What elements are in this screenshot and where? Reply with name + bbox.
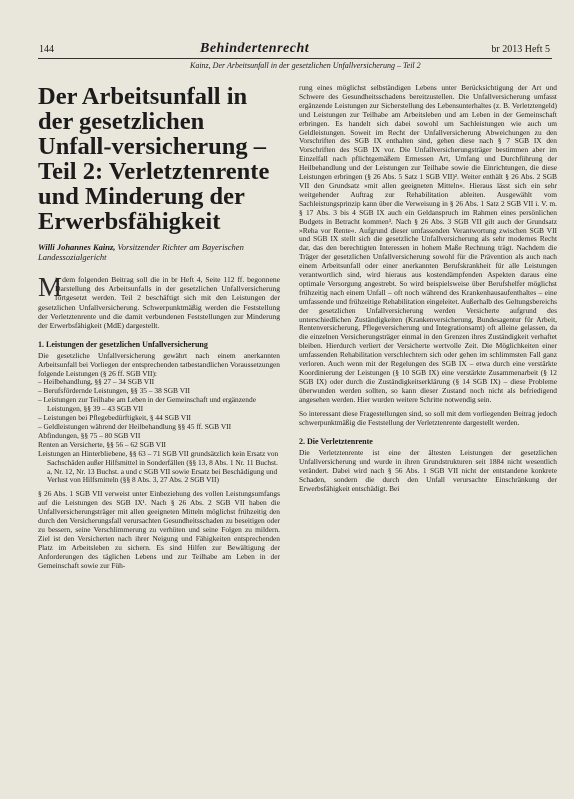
- right-paragraph-2: So interessant diese Fragestellungen sind, so soll mit dem vorliegenden Beitrag jedoch schwerpunktmäßig die Feststellung der Verletztenrente dargestellt werden.: [299, 408, 557, 427]
- list-item: Abfindungen, §§ 75 – 80 SGB VII: [38, 430, 141, 440]
- benefits-list: [38, 378, 280, 485]
- article-title: Der Arbeitsunfall in der gesetzlichen Unfall-versicherung – Teil 2: Verletztenrente und Minderung der Erwerbsfähigkeit: [38, 83, 270, 235]
- author-role: Vorsitzender Richter am Bayerischen Landessozialgericht: [38, 242, 244, 262]
- author-name: Willi Johannes Kainz,: [38, 242, 116, 252]
- list-item: – Heilbehandlung, §§ 27 – 34 SGB VII: [38, 377, 155, 387]
- list-item: – Berufsfördernde Leistungen, §§ 35 – 38 SGB VII: [38, 386, 190, 396]
- list-item: Renten an Versicherte, §§ 56 – 62 SGB VII: [38, 439, 167, 449]
- drop-cap: M: [38, 272, 63, 302]
- section-heading-2: 2. Die Verletztenrente: [299, 437, 373, 447]
- list-item: Leistungen an Hinterbliebene, §§ 63 – 71 SGB VII grundsätzlich kein Ersatz von Sachschäden außer Hilfsmittel in Sonderfällen (§§ 13, 8 Abs. 1 Nr. 11 Buchst. a, Nr. 12, Nr. 13 Buchst. a und c SGB VII sowie Ersatz bei Beschädigung und Verlust von Hilfsmitteln (§§ 8 Abs. 3, 27 Abs. 2 SGB VII): [38, 448, 279, 485]
- section1-paragraph: § 26 Abs. 1 SGB VII verweist unter Einbeziehung des vollen Leistungsumfangs auf die Leistungen des SGB IX¹. Nach § 26 Abs. 2 SGB VII haben die Unfallversicherungsträger mit allen geeigneten Mitteln möglichst frühzeitig den durch den Versicherungsfall verursachten Gesundheitsschaden zu beseitigen oder zu bessern, seine Verschlimmerung zu verhüten und seine Folgen zu mildern. Ziel ist den Versicherten nach ihrer Neigung und Fähigkeiten entsprechenden Platz im Arbeitsleben zu sichern. Es sind Hilfen zur Bewältigung der Anforderungen des täglichen Lebens und zur Teilhabe am Leben in der Gemeinschaft sowie zur Füh-: [38, 489, 280, 570]
- right-paragraph-1: rung eines möglichst selbständigen Lebens unter Berücksichtigung der Art und Schwere des Gesundheitsschadens bereitzustellen. Die Unfallversicherung umfasst ergänzende Leistungen zur Sicherstellung des Lebensunterhaltes (z. B. Verletztengeld) und Leistungen zur Teilhabe am Arbeitsleben und am Leben in der Gemeinschaft erbringen. Es handelt sich dabei sowohl um Sachleistungen wie auch um Geldleistungen. Soweit im Recht der Unfallversicherung Abweichungen zu den Vorschriften des SGB IX enthalten sind, gehen diese nach § 7 SGB IX den Vorschriften des SGB IX vor. Die Unfallversicherungsträger bestimmen aber im Einzelfall nach pflichtgemäßem Ermessen Art, Umfang und Durchführung der Heilbehandlung und der Leistungen zur Teilhabe sowie die Einrichtungen, die diese Leistungen erbringen (§ 26 Abs. 5 Satz 1 SGB VII)². Weiter enthält § 26 Abs. 2 SGB VII den Grundsatz »mit allen geeigneten Mitteln«. Hieraus lässt sich ein sehr weitgehender Auftrag zur Rehabilitation ableiten. Ausgewählt vom Sachleistungsprinzip kann über die Verweisung in § 26 Abs. 1 Satz 2 SGB VII i. V. m. § 17 Abs. 3 bis 4 SGB IX auch ein Geldanspruch im Rahmen eines persönlichen Budgets in Betracht kommen³. Nach § 26 Abs. 3 SGB VII gilt auch der Grundsatz »Reha vor Rente«. Aufgrund dieser umfassenden Verantwortung zwischen SGB VII und SGB IX stellt sich die gesetzliche Unfallversicherung als sehr modernes Recht dar, das den berechtigten Interessen in hohem Maße Rechnung trägt. Nachdem die Träger der gesetzlichen Unfallversicherung sowohl für die Prävention als auch nach einem Arbeitsunfall oder einer anerkannten Berufskrankheit für alle Leistungen verantwortlich sind, wird hieraus aus kostendämpfenden Aspekten daraus eine optimale Versorgung angestrebt. So wird beispielsweise über Berufshelfer möglichst frühzeitig nach einem Unfall – oft noch während des Krankenhausaufenthaltes – eine umfassende und frühzeitige Rehabilitation eingeleitet. Außerhalb des Geltungsbereichs der gesetzlichen Unfallversicherung werden Versicherte aufgrund des unterschiedlichen Zuständigkeiten (Krankenversicherung, Bundesagentur für Arbeit, Rentenversicherung, Pflegeversicherung und Integrationsamt) oft alleine gelassen, da die einzelnen Versicherungsträger einmal in den Grenzen ihres Zuständigkeit verhaftet bleiben. Hierdurch verliert der Versicherte wertvolle Zeit. Die Möglichkeiten einer umfassenden Rehabilitation verschlechtern sich oder gehen im schlimmsten Fall ganz verloren. Auch wenn mit der Regelungen des SGB IX – etwa durch eine verstärkte Koordinierung der Leistungen (§ 10 SGB IX) eine verstärkte Zusammenarbeit (§ 12 SGB IX) oder durch die Zuständigkeitserklärung (§ 14 SGB IX) – diese Probleme überwunden werden sollten, so kann dieser Zustand noch nicht als befriedigend angesehen werden. Hier wurden weitere Schritte notwendig sein.: [299, 83, 557, 404]
- header-rule: [38, 58, 552, 59]
- section-heading-1: 1. Leistungen der gesetzlichen Unfallversicherung: [38, 340, 208, 350]
- right-column: [299, 84, 557, 493]
- intro-text: it dem folgenden Beitrag soll die in br Heft 4, Seite 112 ff. begonnene Darstellung des Arbeitsunfalls in der gesetzlichen Unfallversicherung fortgesetzt werden. Teil 2 beschäftigt sich mit den Leistungen der gesetzlichen Unfallversicherung. Schwerpunktmäßig werden die Feststellung der Verletztenrente und die damit verbundenen Feststellungen zur Minderung der Erwerbsfähigkeit (MdE) dargestellt.: [38, 275, 280, 331]
- issue-label: br 2013 Heft 5: [491, 44, 550, 55]
- journal-title: Behindertenrecht: [200, 41, 310, 56]
- section1-lead: Die gesetzliche Unfallversicherung gewährt nach einem anerkannten Arbeitsunfall bei Vorliegen der entsprechenden tatbestandlichen Voraussetzungen folgende Leistungen (§ 26 ff. SGB VII):: [38, 350, 280, 378]
- left-column: [38, 84, 280, 570]
- running-title: Kainz, Der Arbeitsunfall in der gesetzlichen Unfallversicherung – Teil 2: [190, 61, 421, 70]
- list-item: – Geldleistungen während der Heilbehandlung §§ 45 ff. SGB VII: [38, 421, 232, 431]
- page-number: 144: [39, 44, 54, 55]
- right-paragraph-3: Die Verletztenrente ist eine der ältesten Leistungen der gesetzlichen Unfallversicherung und wurde in ihren Grundstrukturen seit 1884 nicht wesentlich verändert. Dabei wird nach § 56 Abs. 1 SGB VII nicht der entstandene konkrete Schaden, sondern die durch den Unfall verursachte Einschränkung der Erwerbsfähigkeit entschädigt. Bei: [299, 447, 557, 493]
- author-line: [38, 242, 280, 262]
- intro-paragraph: [38, 272, 280, 331]
- list-item: – Leistungen bei Pflegebedürftigkeit, § 44 SGB VII: [38, 413, 191, 423]
- list-item: – Leistungen zur Teilhabe am Leben in der Gemeinschaft und ergänzende Leistungen, §§ 39 – 43 SGB VII: [38, 395, 256, 414]
